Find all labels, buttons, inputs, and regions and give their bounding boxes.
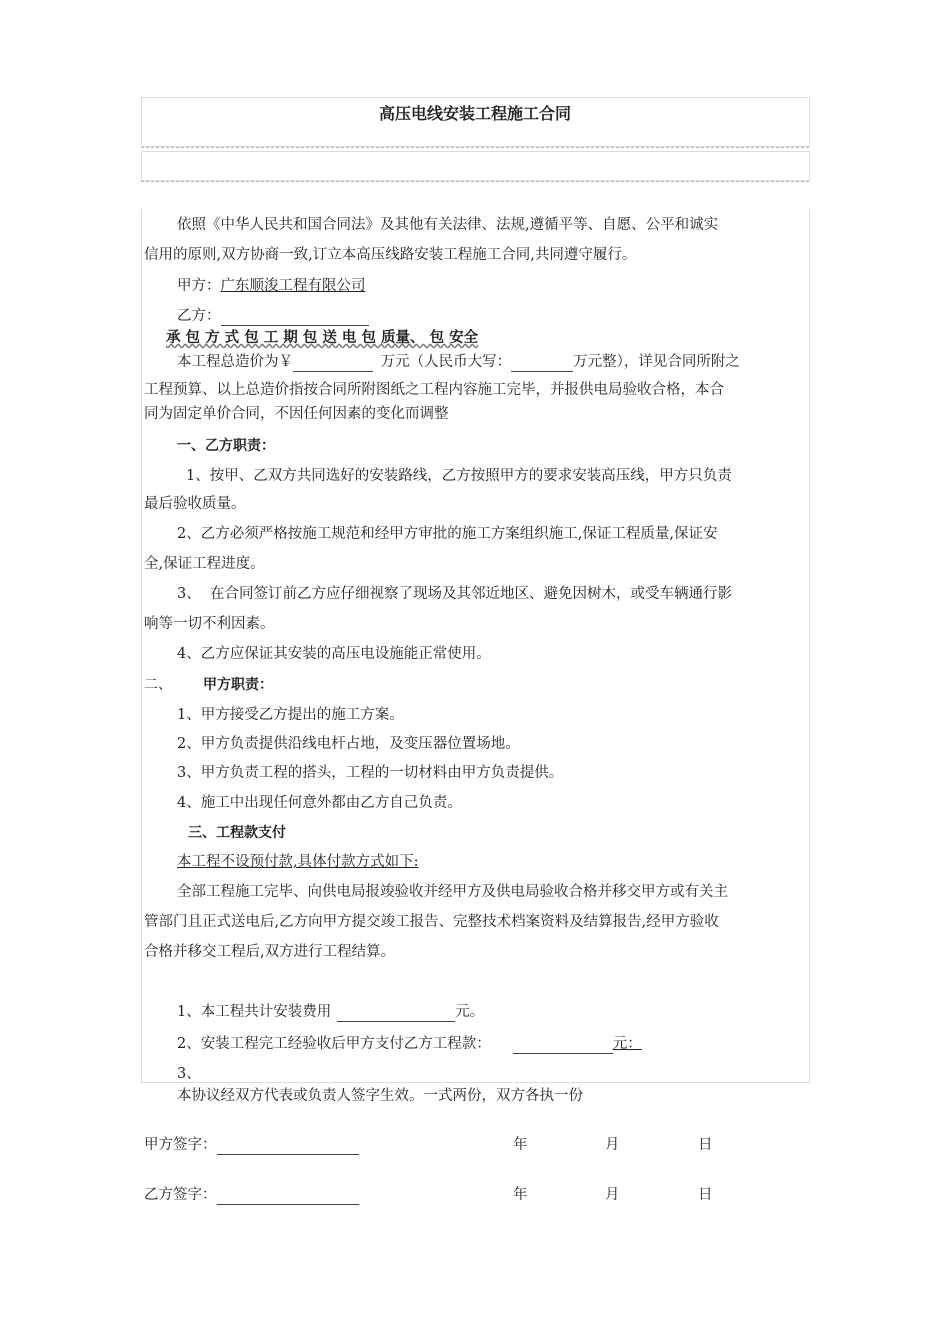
price-tail: 万元整），详见合同所附之 (573, 354, 740, 370)
s2-item-2: 2、甲方负责提供沿线电杆占地，及变压器位置场地。 (177, 736, 520, 752)
signature-b-month: 月 (605, 1187, 620, 1203)
price-unit: 万元（人民币大写： (380, 354, 512, 370)
s3-item-2 (177, 1034, 648, 1054)
signature-b-label: 乙方签字： (144, 1187, 217, 1203)
price-line-3: 同为固定单价合同，不因任何因素的变化而调整 (144, 406, 449, 422)
s3-para-line-3: 合格并移交工程后,双方进行工程结算。 (144, 944, 396, 960)
signature-a-row (144, 1135, 359, 1155)
s1-item-4: 4、乙方应保证其安装的高压电设施能正常使用。 (177, 646, 491, 662)
price-label: 本工程总造价为￥ (177, 354, 293, 370)
section-3-title: 三、工程款支付 (188, 825, 286, 841)
document-title: 高压电线安装工程施工合同 (378, 104, 571, 123)
s3-item-3: 3、 (177, 1066, 201, 1082)
party-b (177, 306, 369, 326)
signature-a-label: 甲方签字： (144, 1137, 217, 1153)
signature-b-row (144, 1185, 359, 1205)
party-a-label: 甲方： (177, 278, 221, 294)
s3-note-text (161, 854, 419, 870)
signature-a-line (217, 1138, 359, 1155)
party-a-value: 广东顺浚工程有限公司 (220, 278, 366, 294)
agreement-text: 本协议经双方代表或负责人签字生效。一式两份，双方各执一份 (177, 1088, 583, 1104)
s3-item-1-label: 1、本工程共计安装费用 (177, 1004, 332, 1020)
s3-note-label: 本工程不设预付款,具体付款方式如下: (177, 854, 419, 870)
s3-item-1 (177, 1002, 484, 1022)
signature-a-day: 日 (698, 1137, 713, 1153)
price-blank (293, 355, 373, 372)
header-blank-frame (141, 151, 810, 181)
s2-item-4: 4、施工中出现任何意外都由乙方自己负责。 (177, 795, 462, 811)
signature-b-year: 年 (513, 1187, 528, 1203)
payment-blank (513, 1037, 613, 1054)
party-a (177, 276, 366, 296)
s3-note (161, 852, 419, 872)
s3-para-line-2: 管部门且正式送电后,乙方向甲方提交竣工报告、完整技术档案资料及结算报告,经甲方验收 (144, 914, 719, 930)
s1-item-3-line-2: 响等一切不利因素。 (144, 616, 275, 632)
signature-a-month: 月 (605, 1137, 620, 1153)
s1-item-3-line-1: 3、 在合同签订前乙方应仔细视察了现场及其邻近地区、避免因树木，或受车辆通行影 (177, 586, 732, 602)
section-1-title: 一、乙方职责： (177, 438, 275, 454)
s2-item-1: 1、甲方接受乙方提出的施工方案。 (177, 707, 404, 723)
s1-item-1-line-2: 最后验收质量。 (144, 496, 246, 512)
s3-item-2-unit: 元： (612, 1036, 642, 1052)
s2-item-3: 3、甲方负责工程的搭头，工程的一切材料由甲方负责提供。 (177, 765, 564, 781)
signature-a-year: 年 (513, 1137, 528, 1153)
divider-bottom (141, 181, 809, 182)
intro-line-1: 依照《中华人民共和国合同法》及其他有关法律、法规,遵循平等、自愿、公平和诚实 (177, 217, 719, 233)
intro-line-2: 信用的原则,双方协商一致,订立本高压线路安装工程施工合同,共同遵守履行。 (144, 247, 637, 263)
install-fee-blank (337, 1005, 455, 1022)
party-b-label: 乙方： (177, 308, 221, 324)
s3-para-line-1: 全部工程施工完毕、向供电局报竣验收并经甲方及供电局验收合格并移交甲方或有关主 (177, 884, 728, 900)
section-2-number: 二、 (144, 677, 172, 693)
signature-b-line (217, 1188, 359, 1205)
s3-item-2-label: 2、安装工程完工经验收后甲方支付乙方工程款： (177, 1036, 491, 1052)
party-b-blank (221, 309, 369, 326)
price-words-blank (511, 355, 573, 372)
price-line-1 (177, 352, 740, 372)
section-2-title: 甲方职责： (203, 677, 273, 693)
s3-item-1-unit: 元。 (455, 1004, 485, 1020)
price-line-2: 工程预算、以上总造价指按合同所附图纸之工程内容施工完毕，并报供电局验收合格，本合 (144, 382, 724, 398)
s1-item-2-line-1: 2、乙方必须严格按施工规范和经甲方审批的施工方案组织施工,保证工程质量,保证安 (177, 526, 718, 542)
s1-item-1-line-1: 1、按甲、乙双方共同选好的安装路线，乙方按照甲方的要求安装高压线，甲方只负责 (186, 468, 732, 484)
s1-item-2-line-2: 全,保证工程进度。 (144, 556, 265, 572)
contract-mode: 承 包 方 式 包 工 期 包 送 电 包 质量、 包 安全 (166, 330, 479, 346)
signature-b-day: 日 (698, 1187, 713, 1203)
divider-top (141, 147, 809, 148)
